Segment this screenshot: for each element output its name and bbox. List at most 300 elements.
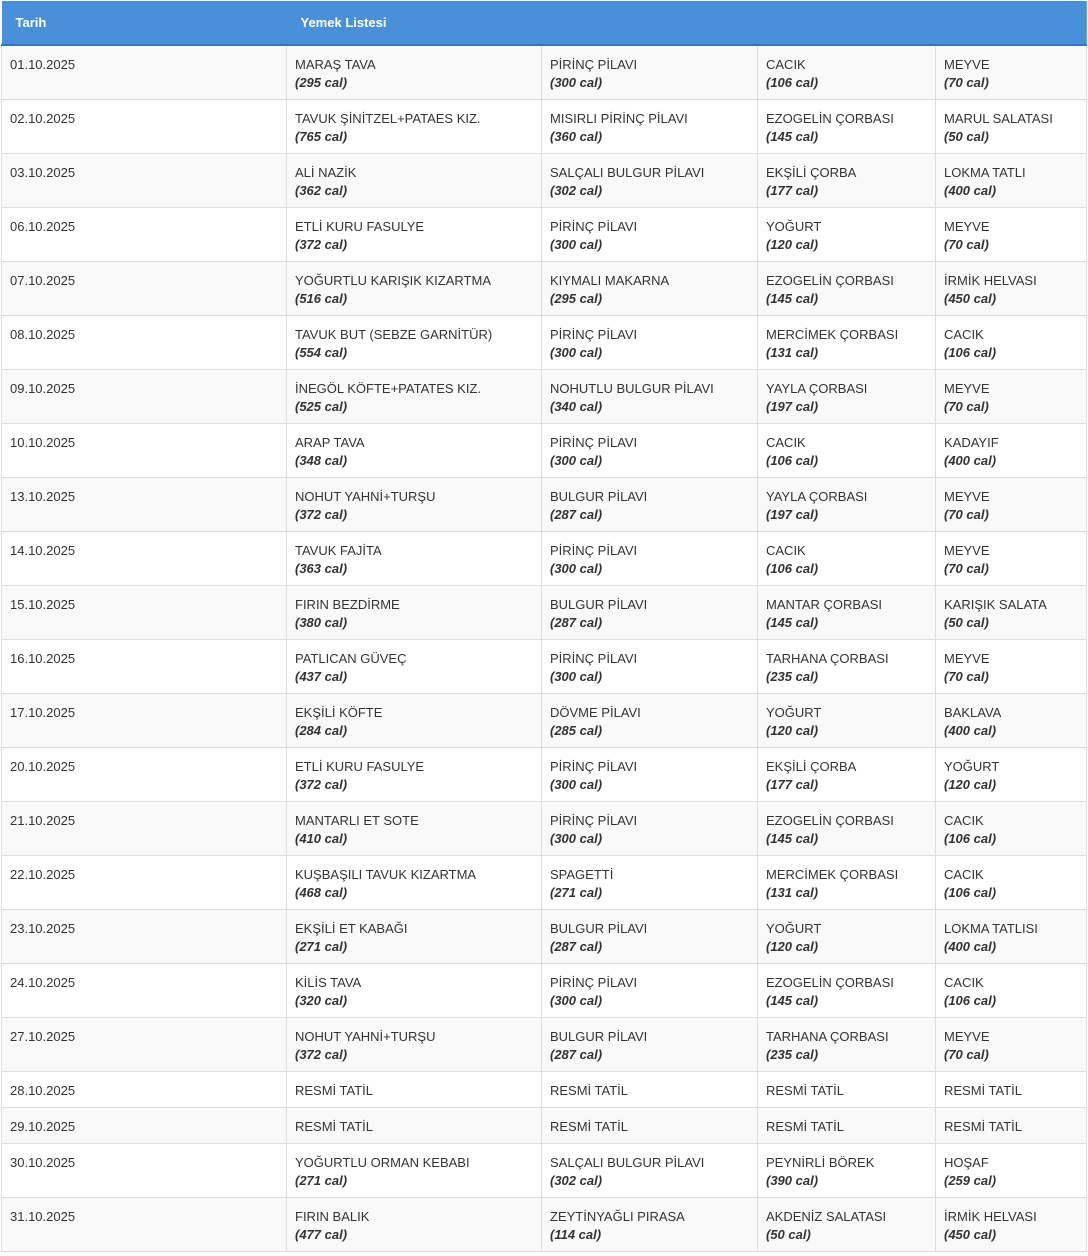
dish-cell — [542, 532, 758, 586]
dish-calories: (197 cal) — [766, 399, 819, 414]
dish-name: MEYVE — [944, 381, 990, 396]
dish-cell — [936, 586, 1087, 640]
dish-calories: (131 cal) — [766, 345, 819, 360]
dish-calories: (287 cal) — [550, 507, 603, 522]
dish-calories: (516 cal) — [295, 291, 348, 306]
dish-name: ARAP TAVA — [295, 435, 365, 450]
dish-name: MEYVE — [944, 489, 990, 504]
dish-cell — [936, 154, 1087, 208]
dish-name: KIYMALI MAKARNA — [550, 273, 670, 288]
dish-calories: (287 cal) — [550, 615, 603, 630]
dish-name: EKŞİLİ ÇORBA — [766, 759, 857, 774]
dish-cell — [287, 802, 542, 856]
table-row — [2, 964, 1087, 1018]
dish-calories: (145 cal) — [766, 615, 819, 630]
dish-name: BAKLAVA — [944, 705, 1002, 720]
dish-name: TARHANA ÇORBASI — [766, 651, 889, 666]
dish-name: İRMİK HELVASI — [944, 273, 1037, 288]
dish-cell — [936, 856, 1087, 910]
dish-cell — [542, 100, 758, 154]
dish-name: YOĞURT — [944, 759, 1000, 774]
dish-name: PİRİNÇ PİLAVI — [550, 435, 638, 450]
dish-cell — [936, 1108, 1087, 1144]
table-row — [2, 316, 1087, 370]
table-row — [2, 640, 1087, 694]
date-cell: 23.10.2025 — [2, 910, 287, 964]
dish-cell — [936, 964, 1087, 1018]
dish-cell — [542, 856, 758, 910]
dish-cell — [287, 1108, 542, 1144]
dish-calories: (360 cal) — [550, 129, 603, 144]
dish-calories: (400 cal) — [944, 723, 997, 738]
table-row — [2, 1018, 1087, 1072]
dish-name: MEYVE — [944, 1029, 990, 1044]
dish-name: LOKMA TATLISI — [944, 921, 1038, 936]
date-cell: 14.10.2025 — [2, 532, 287, 586]
dish-name: MEYVE — [944, 57, 990, 72]
dish-cell — [936, 478, 1087, 532]
dish-name: PİRİNÇ PİLAVI — [550, 813, 638, 828]
dish-name: PİRİNÇ PİLAVI — [550, 651, 638, 666]
dish-calories: (284 cal) — [295, 723, 348, 738]
table-row — [2, 802, 1087, 856]
dish-name: NOHUT YAHNİ+TURŞU — [295, 1029, 436, 1044]
dish-cell — [758, 748, 936, 802]
dish-name: AKDENİZ SALATASI — [766, 1209, 887, 1224]
dish-cell — [936, 1198, 1087, 1252]
dish-name: YOĞURT — [766, 219, 822, 234]
table-row — [2, 1198, 1087, 1252]
dish-cell — [936, 424, 1087, 478]
dish-name: DÖVME PİLAVI — [550, 705, 641, 720]
table-row — [2, 586, 1087, 640]
date-cell: 29.10.2025 — [2, 1108, 287, 1144]
dish-cell — [542, 424, 758, 478]
dish-cell — [287, 640, 542, 694]
dish-calories: (300 cal) — [550, 669, 603, 684]
dish-calories: (106 cal) — [944, 993, 997, 1008]
dish-calories: (362 cal) — [295, 183, 348, 198]
dish-name: PEYNİRLİ BÖREK — [766, 1155, 875, 1170]
dish-calories: (177 cal) — [766, 777, 819, 792]
dish-calories: (468 cal) — [295, 885, 348, 900]
dish-calories: (70 cal) — [944, 1047, 989, 1062]
dish-name: YOĞURTLU KARIŞIK KIZARTMA — [295, 273, 492, 288]
dish-calories: (106 cal) — [766, 453, 819, 468]
dish-name: PATLICAN GÜVEÇ — [295, 651, 407, 666]
date-cell: 06.10.2025 — [2, 208, 287, 262]
dish-cell — [936, 640, 1087, 694]
dish-name: PİRİNÇ PİLAVI — [550, 543, 638, 558]
dish-name: FIRIN BEZDİRME — [295, 597, 400, 612]
dish-calories: (70 cal) — [944, 669, 989, 684]
dish-calories: (235 cal) — [766, 669, 819, 684]
dish-cell — [287, 208, 542, 262]
dish-cell — [287, 262, 542, 316]
dish-calories: (114 cal) — [550, 1227, 602, 1242]
dish-calories: (271 cal) — [550, 885, 603, 900]
dish-name: RESMİ TATİL — [550, 1083, 629, 1098]
dish-calories: (50 cal) — [944, 129, 989, 144]
date-cell: 27.10.2025 — [2, 1018, 287, 1072]
table-row — [2, 262, 1087, 316]
dish-cell — [287, 694, 542, 748]
dish-cell — [287, 316, 542, 370]
dish-cell — [758, 100, 936, 154]
dish-name: KİLİS TAVA — [295, 975, 362, 990]
dish-name: NOHUTLU BULGUR PİLAVI — [550, 381, 714, 396]
dish-cell — [542, 262, 758, 316]
dish-calories: (70 cal) — [944, 75, 989, 90]
dish-calories: (348 cal) — [295, 453, 348, 468]
dish-cell — [758, 964, 936, 1018]
date-column-header: Tarih — [2, 1, 287, 45]
dish-calories: (300 cal) — [550, 453, 603, 468]
dish-cell — [758, 370, 936, 424]
menu-body — [2, 45, 1087, 1252]
dish-cell — [758, 1144, 936, 1198]
dish-name: EZOGELİN ÇORBASI — [766, 813, 894, 828]
dish-name: BULGUR PİLAVI — [550, 597, 648, 612]
dish-calories: (372 cal) — [295, 237, 348, 252]
dish-cell — [542, 316, 758, 370]
dish-cell — [936, 910, 1087, 964]
dish-calories: (106 cal) — [766, 561, 819, 576]
dish-cell — [542, 1018, 758, 1072]
dish-calories: (197 cal) — [766, 507, 819, 522]
dish-calories: (70 cal) — [944, 237, 989, 252]
dish-calories: (259 cal) — [944, 1173, 997, 1188]
dish-cell — [542, 910, 758, 964]
dish-calories: (302 cal) — [550, 183, 603, 198]
dish-name: MARUL SALATASI — [944, 111, 1053, 126]
date-cell: 13.10.2025 — [2, 478, 287, 532]
dish-cell — [287, 1072, 542, 1108]
dish-cell — [936, 100, 1087, 154]
dish-cell — [758, 1072, 936, 1108]
dish-calories: (50 cal) — [766, 1227, 811, 1242]
dish-cell — [287, 964, 542, 1018]
dish-cell — [542, 45, 758, 100]
dish-cell — [542, 964, 758, 1018]
menu-column-header: Yemek Listesi — [287, 1, 1087, 45]
table-row — [2, 856, 1087, 910]
dish-name: ETLİ KURU FASULYE — [295, 219, 425, 234]
date-cell: 20.10.2025 — [2, 748, 287, 802]
dish-calories: (400 cal) — [944, 939, 997, 954]
dish-cell — [542, 586, 758, 640]
header-row — [2, 1, 1087, 45]
dish-calories: (300 cal) — [550, 561, 603, 576]
dish-cell — [287, 45, 542, 100]
dish-cell — [542, 478, 758, 532]
dish-calories: (400 cal) — [944, 183, 997, 198]
dish-name: SPAGETTİ — [550, 867, 614, 882]
dish-cell — [758, 1108, 936, 1144]
dish-calories: (235 cal) — [766, 1047, 819, 1062]
dish-name: TARHANA ÇORBASI — [766, 1029, 889, 1044]
dish-name: RESMİ TATİL — [766, 1119, 845, 1134]
date-cell: 01.10.2025 — [2, 45, 287, 100]
dish-cell — [287, 586, 542, 640]
dish-calories: (390 cal) — [766, 1173, 819, 1188]
dish-calories: (300 cal) — [550, 777, 603, 792]
table-row — [2, 45, 1087, 100]
dish-calories: (106 cal) — [944, 885, 997, 900]
dish-calories: (554 cal) — [295, 345, 348, 360]
dish-calories: (410 cal) — [295, 831, 348, 846]
dish-name: LOKMA TATLI — [944, 165, 1026, 180]
dish-cell — [287, 748, 542, 802]
dish-cell — [936, 694, 1087, 748]
dish-calories: (106 cal) — [944, 831, 997, 846]
dish-name: KADAYIF — [944, 435, 999, 450]
dish-calories: (302 cal) — [550, 1173, 603, 1188]
dish-cell — [758, 802, 936, 856]
dish-name: CACIK — [766, 435, 806, 450]
dish-name: PİRİNÇ PİLAVI — [550, 975, 638, 990]
dish-cell — [542, 802, 758, 856]
dish-calories: (300 cal) — [550, 345, 603, 360]
dish-cell — [287, 856, 542, 910]
dish-name: RESMİ TATİL — [295, 1083, 374, 1098]
date-cell: 31.10.2025 — [2, 1198, 287, 1252]
dish-name: EZOGELİN ÇORBASI — [766, 975, 894, 990]
dish-name: RESMİ TATİL — [944, 1083, 1023, 1098]
dish-name: EKŞİLİ ÇORBA — [766, 165, 857, 180]
dish-cell — [936, 802, 1087, 856]
dish-calories: (765 cal) — [295, 129, 348, 144]
table-row — [2, 424, 1087, 478]
dish-name: FIRIN BALIK — [295, 1209, 370, 1224]
dish-calories: (300 cal) — [550, 75, 603, 90]
dish-cell — [758, 640, 936, 694]
dish-cell — [287, 100, 542, 154]
dish-cell — [542, 1198, 758, 1252]
date-cell: 09.10.2025 — [2, 370, 287, 424]
dish-name: MEYVE — [944, 543, 990, 558]
date-cell: 02.10.2025 — [2, 100, 287, 154]
dish-cell — [287, 532, 542, 586]
dish-cell — [542, 1144, 758, 1198]
dish-calories: (437 cal) — [295, 669, 348, 684]
dish-calories: (400 cal) — [944, 453, 997, 468]
dish-calories: (145 cal) — [766, 831, 819, 846]
dish-cell — [936, 45, 1087, 100]
dish-cell — [758, 424, 936, 478]
dish-cell — [287, 1144, 542, 1198]
dish-name: MANTAR ÇORBASI — [766, 597, 883, 612]
dish-calories: (145 cal) — [766, 291, 819, 306]
date-cell: 22.10.2025 — [2, 856, 287, 910]
dish-cell — [758, 154, 936, 208]
dish-cell — [936, 748, 1087, 802]
dish-name: ALİ NAZİK — [295, 165, 357, 180]
dish-calories: (295 cal) — [295, 75, 348, 90]
dish-cell — [758, 910, 936, 964]
dish-cell — [936, 532, 1087, 586]
dish-name: EZOGELİN ÇORBASI — [766, 111, 894, 126]
dish-cell — [936, 1072, 1087, 1108]
date-cell: 15.10.2025 — [2, 586, 287, 640]
date-cell: 16.10.2025 — [2, 640, 287, 694]
table-row — [2, 532, 1087, 586]
dish-name: KUŞBAŞILI TAVUK KIZARTMA — [295, 867, 477, 882]
dish-calories: (70 cal) — [944, 399, 989, 414]
dish-name: SALÇALI BULGUR PİLAVI — [550, 165, 705, 180]
dish-name: YOĞURTLU ORMAN KEBABI — [295, 1155, 470, 1170]
dish-calories: (50 cal) — [944, 615, 989, 630]
dish-name: RESMİ TATİL — [550, 1119, 629, 1134]
dish-cell — [287, 370, 542, 424]
dish-cell — [936, 1018, 1087, 1072]
dish-calories: (372 cal) — [295, 507, 348, 522]
dish-name: YAYLA ÇORBASI — [766, 489, 868, 504]
dish-calories: (271 cal) — [295, 1173, 348, 1188]
dish-name: İNEGÖL KÖFTE+PATATES KIZ. — [295, 381, 482, 396]
date-cell: 08.10.2025 — [2, 316, 287, 370]
dish-cell — [936, 1144, 1087, 1198]
dish-name: PİRİNÇ PİLAVI — [550, 57, 638, 72]
dish-cell — [542, 1072, 758, 1108]
dish-name: ZEYTİNYAĞLI PIRASA — [550, 1209, 685, 1224]
dish-calories: (285 cal) — [550, 723, 603, 738]
dish-name: TAVUK FAJİTA — [295, 543, 382, 558]
dish-cell — [758, 532, 936, 586]
dish-cell — [936, 316, 1087, 370]
table-row — [2, 208, 1087, 262]
dish-calories: (380 cal) — [295, 615, 348, 630]
dish-name: PİRİNÇ PİLAVI — [550, 759, 638, 774]
dish-calories: (525 cal) — [295, 399, 348, 414]
date-cell: 17.10.2025 — [2, 694, 287, 748]
dish-calories: (177 cal) — [766, 183, 819, 198]
dish-calories: (363 cal) — [295, 561, 348, 576]
dish-name: MEYVE — [944, 219, 990, 234]
dish-cell — [542, 640, 758, 694]
table-row — [2, 1108, 1087, 1144]
dish-name: NOHUT YAHNİ+TURŞU — [295, 489, 436, 504]
dish-calories: (120 cal) — [766, 237, 819, 252]
dish-calories: (477 cal) — [295, 1227, 348, 1242]
dish-cell — [758, 316, 936, 370]
dish-calories: (300 cal) — [550, 237, 603, 252]
dish-calories: (106 cal) — [944, 345, 997, 360]
date-cell: 28.10.2025 — [2, 1072, 287, 1108]
dish-name: İRMİK HELVASI — [944, 1209, 1037, 1224]
dish-cell — [936, 208, 1087, 262]
dish-calories: (300 cal) — [550, 831, 603, 846]
dish-cell — [287, 154, 542, 208]
dish-cell — [758, 478, 936, 532]
dish-cell — [542, 748, 758, 802]
table-row — [2, 100, 1087, 154]
date-cell: 24.10.2025 — [2, 964, 287, 1018]
dish-name: BULGUR PİLAVI — [550, 1029, 648, 1044]
dish-name: YAYLA ÇORBASI — [766, 381, 868, 396]
dish-cell — [287, 1198, 542, 1252]
dish-name: HOŞAF — [944, 1155, 989, 1170]
table-row — [2, 370, 1087, 424]
table-row — [2, 478, 1087, 532]
dish-name: EZOGELİN ÇORBASI — [766, 273, 894, 288]
dish-name: RESMİ TATİL — [766, 1083, 845, 1098]
dish-cell — [542, 1108, 758, 1144]
dish-name: CACIK — [944, 975, 984, 990]
table-row — [2, 154, 1087, 208]
dish-name: YOĞURT — [766, 705, 822, 720]
dish-cell — [936, 370, 1087, 424]
dish-cell — [758, 694, 936, 748]
dish-calories: (450 cal) — [944, 1227, 997, 1242]
dish-cell — [287, 910, 542, 964]
dish-name: TAVUK ŞİNİTZEL+PATAES KIZ. — [295, 111, 481, 126]
dish-name: MERCİMEK ÇORBASI — [766, 867, 899, 882]
dish-cell — [542, 694, 758, 748]
dish-calories: (120 cal) — [766, 723, 819, 738]
dish-calories: (287 cal) — [550, 939, 603, 954]
dish-calories: (340 cal) — [550, 399, 603, 414]
table-row — [2, 1144, 1087, 1198]
dish-name: MARAŞ TAVA — [295, 57, 376, 72]
dish-cell — [758, 856, 936, 910]
dish-calories: (450 cal) — [944, 291, 997, 306]
dish-cell — [936, 262, 1087, 316]
dish-cell — [758, 586, 936, 640]
dish-calories: (145 cal) — [766, 993, 819, 1008]
dish-calories: (120 cal) — [944, 777, 997, 792]
date-cell: 21.10.2025 — [2, 802, 287, 856]
dish-name: TAVUK BUT (SEBZE GARNİTÜR) — [295, 327, 493, 342]
dish-calories: (295 cal) — [550, 291, 603, 306]
dish-cell — [542, 208, 758, 262]
dish-calories: (300 cal) — [550, 993, 603, 1008]
dish-name: MISIRLI PİRİNÇ PİLAVI — [550, 111, 688, 126]
dish-name: PİRİNÇ PİLAVI — [550, 219, 638, 234]
dish-name: CACIK — [944, 867, 984, 882]
dish-calories: (271 cal) — [295, 939, 348, 954]
dish-name: BULGUR PİLAVI — [550, 489, 648, 504]
dish-name: EKŞİLİ ET KABAĞI — [295, 921, 408, 936]
dish-name: KARIŞIK SALATA — [944, 597, 1047, 612]
dish-name: SALÇALI BULGUR PİLAVI — [550, 1155, 705, 1170]
table-row — [2, 748, 1087, 802]
dish-name: CACIK — [766, 543, 806, 558]
dish-cell — [287, 478, 542, 532]
dish-name: BULGUR PİLAVI — [550, 921, 648, 936]
dish-name: RESMİ TATİL — [944, 1119, 1023, 1134]
table-row — [2, 694, 1087, 748]
dish-cell — [758, 1198, 936, 1252]
dish-calories: (70 cal) — [944, 561, 989, 576]
dish-cell — [758, 45, 936, 100]
date-cell: 10.10.2025 — [2, 424, 287, 478]
menu-table — [1, 1, 1087, 1252]
dish-cell — [287, 424, 542, 478]
dish-name: CACIK — [944, 327, 984, 342]
date-cell: 30.10.2025 — [2, 1144, 287, 1198]
dish-calories: (106 cal) — [766, 75, 819, 90]
date-cell: 07.10.2025 — [2, 262, 287, 316]
dish-calories: (70 cal) — [944, 507, 989, 522]
dish-name: RESMİ TATİL — [295, 1119, 374, 1134]
dish-name: YOĞURT — [766, 921, 822, 936]
dish-name: EKŞİLİ KÖFTE — [295, 705, 383, 720]
dish-name: CACIK — [766, 57, 806, 72]
dish-cell — [542, 154, 758, 208]
dish-name: MEYVE — [944, 651, 990, 666]
dish-calories: (372 cal) — [295, 1047, 348, 1062]
